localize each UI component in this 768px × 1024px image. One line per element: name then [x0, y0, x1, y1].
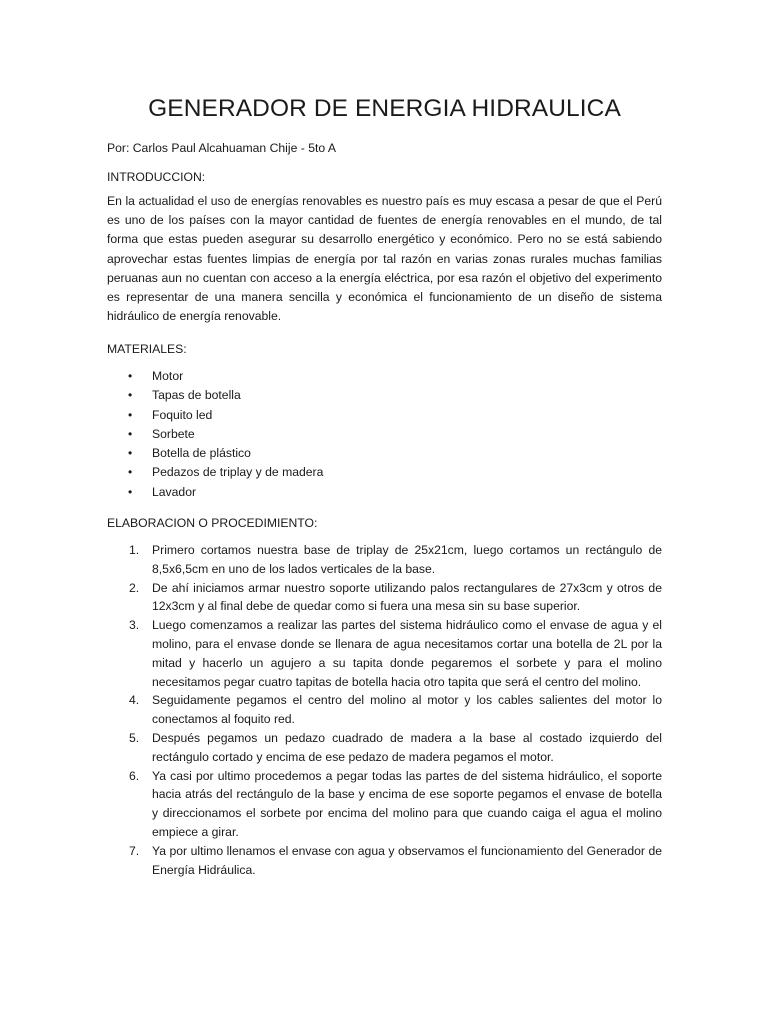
- step-number: 3.: [129, 618, 140, 633]
- step-number: 2.: [129, 580, 140, 595]
- list-item: [107, 386, 323, 405]
- step-text: Luego comenzamos a realizar las partes del sistema hidráulico como el envase de agua y el molino, para el envase donde se llenara de agua necesitamos cortar una botella de 2L por la mitad y hacerlo un agujero a su tapita donde pegaremos el sorbete y para el molino necesitamos pegar cuatro tapitas de botella hacia otro tapita que será el centro del molino.: [152, 618, 662, 689]
- list-item: [107, 463, 323, 482]
- material-label: Sorbete: [152, 426, 195, 441]
- list-item: [107, 367, 323, 386]
- list-item: [107, 767, 662, 842]
- step-text: Ya por ultimo llenamos el envase con agua y observamos el funcionamiento del Generador de Energía Hidráulica.: [152, 843, 662, 877]
- step-number: 6.: [129, 768, 140, 783]
- step-number: 1.: [129, 543, 140, 557]
- bullet-icon: •: [128, 446, 133, 461]
- material-label: Pedazos de triplay y de madera: [152, 465, 324, 480]
- step-text: Ya casi por ultimo procedemos a pegar todas las partes de del sistema hidráulico, el soporte hacia atrás del rectángulo de la base y encima de ese soporte pegamos el envase de botella y direccionamos el sorbete por encima del molino para que cuando caiga el agua el molino empiece a girar.: [152, 768, 662, 839]
- step-text: Seguidamente pegamos el centro del molino al motor y los cables salientes del motor lo conectamos al foquito red.: [152, 693, 662, 727]
- material-label: Botella de plástico: [152, 446, 251, 461]
- bullet-icon: •: [128, 369, 133, 383]
- step-number: 4.: [129, 693, 140, 708]
- materials-heading: MATERIALES:: [107, 342, 187, 356]
- list-item: [107, 541, 662, 579]
- material-label: Lavador: [152, 484, 197, 499]
- step-number: 5.: [129, 730, 140, 745]
- list-item: [107, 842, 662, 880]
- list-item: [107, 406, 323, 425]
- step-number: 7.: [129, 843, 140, 858]
- bullet-icon: •: [128, 484, 133, 499]
- procedure-list: [107, 541, 662, 879]
- intro-paragraph: En la actualidad el uso de energías renovables es nuestro país es muy escasa a pesar de que el Perú es uno de los países con la mayor cantidad de fuentes de energía renovables en el mundo, de tal forma que estas pueden asegurar su desarrollo energético y económico. Pero no se está sabiendo aprovechar estas fuentes limpias de energía por tal razón en varias zonas rurales muchas familias peruanas aun no cuentan con acceso a la energía eléctrica, por esa razón el objetivo del experimento es representar de una manera sencilla y económica el funcionamiento de un diseño de sistema hidráulico de energía renovable.: [107, 194, 662, 324]
- material-label: Tapas de botella: [152, 388, 241, 403]
- step-text: Después pegamos un pedazo cuadrado de madera a la base al costado izquierdo del rectángulo cortado y encima de ese pedazo de madera pegamos el motor.: [152, 730, 662, 764]
- material-label: Foquito led: [152, 407, 213, 422]
- materials-list: [107, 367, 323, 502]
- list-item: [107, 444, 323, 463]
- list-item: [107, 579, 662, 617]
- list-item: [107, 425, 323, 444]
- step-text: De ahí iniciamos armar nuestro soporte utilizando palos rectangulares de 27x3cm y otros de 12x3cm y al final debe de quedar como si fuera una mesa sin su base superior.: [152, 580, 662, 614]
- procedure-heading: ELABORACION O PROCEDIMIENTO:: [107, 516, 318, 530]
- bullet-icon: •: [128, 426, 133, 441]
- material-label: Motor: [152, 369, 184, 383]
- bullet-icon: •: [128, 407, 133, 422]
- intro-heading: INTRODUCCION:: [107, 170, 206, 184]
- list-item: [107, 483, 323, 502]
- bullet-icon: •: [128, 465, 133, 480]
- bullet-icon: •: [128, 388, 133, 403]
- list-item: [107, 691, 662, 729]
- author-line: Por: Carlos Paul Alcahuaman Chije - 5to A: [107, 141, 336, 155]
- list-item: [107, 729, 662, 767]
- page-title: GENERADOR DE ENERGIA HIDRAULICA: [148, 95, 621, 122]
- step-text: Primero cortamos nuestra base de triplay de 25x21cm, luego cortamos un rectángulo de 8,5x6,5cm en uno de los lados verticales de la base.: [152, 543, 662, 576]
- list-item: [107, 616, 662, 691]
